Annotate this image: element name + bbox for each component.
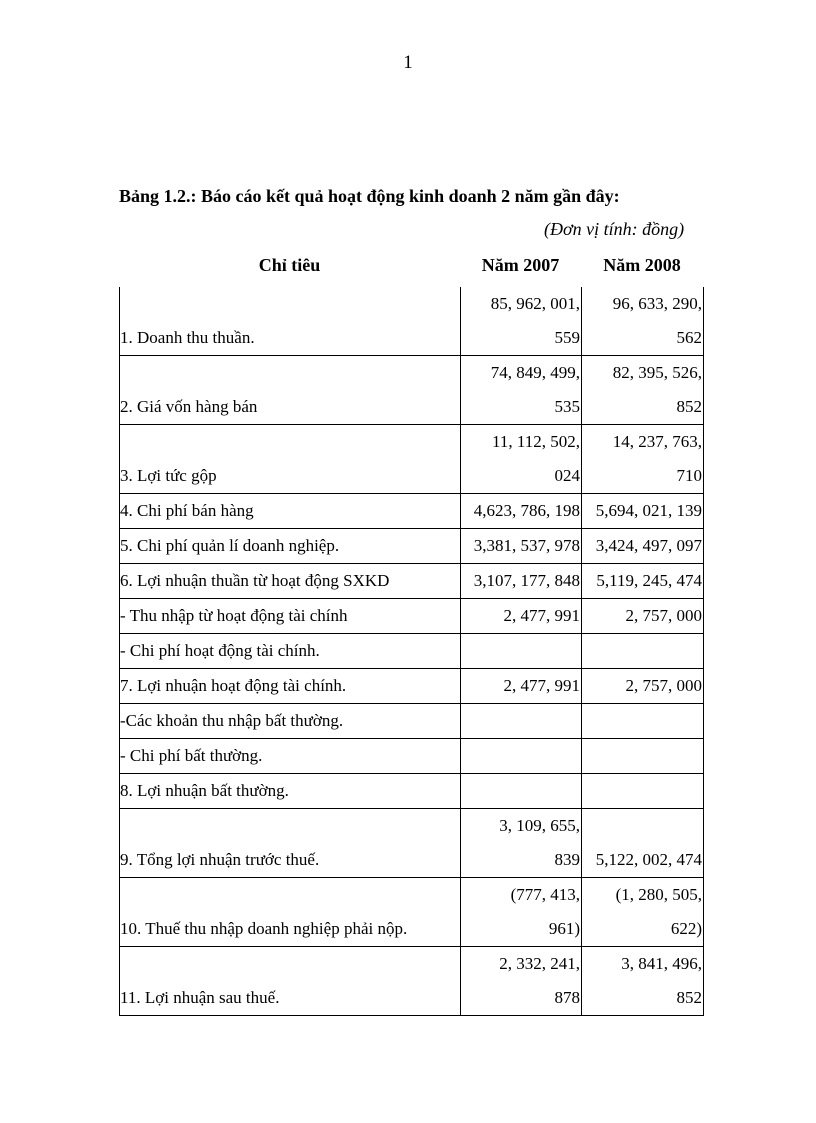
value-2008 <box>582 599 704 634</box>
value-line: 852 <box>676 988 702 1007</box>
value-2008 <box>582 774 704 809</box>
value-2007 <box>461 739 582 774</box>
value-line: 2, 757, 000 <box>625 676 702 695</box>
value-line: 559 <box>554 328 580 347</box>
value-line: 622) <box>670 919 702 938</box>
unit-note: (Đơn vị tính: đồng) <box>544 219 685 239</box>
row-label: 3. Lợi tức gộp <box>120 425 461 494</box>
row-label: 5. Chi phí quản lí doanh nghiệp. <box>120 529 461 564</box>
table-row <box>120 947 704 1016</box>
header-year-2007: Năm 2007 <box>481 255 560 275</box>
value-line: 710 <box>676 466 702 485</box>
value-2007 <box>461 669 582 704</box>
value-line: 74, 849, 499, <box>490 363 580 382</box>
value-line: 024 <box>554 466 580 485</box>
value-2008 <box>582 739 704 774</box>
table-row <box>120 739 704 774</box>
value-2007 <box>461 494 582 529</box>
table-row <box>120 356 704 425</box>
value-2007 <box>461 947 582 1016</box>
value-line: (777, 413, <box>510 885 580 904</box>
value-line: 3,381, 537, 978 <box>473 536 580 555</box>
header-year-2008: Năm 2008 <box>603 255 681 275</box>
value-2008 <box>582 878 704 947</box>
value-line: 2, 477, 991 <box>503 676 580 695</box>
row-label: 10. Thuế thu nhập doanh nghiệp phải nộp. <box>120 878 461 947</box>
value-line: 5,122, 002, 474 <box>595 850 702 869</box>
value-2007 <box>461 634 582 669</box>
value-line: 3,107, 177, 848 <box>473 571 580 590</box>
value-2007 <box>461 356 582 425</box>
value-2008 <box>582 356 704 425</box>
value-line: 2, 332, 241, <box>499 954 580 973</box>
value-line: 82, 395, 526, <box>612 363 702 382</box>
table-row <box>120 599 704 634</box>
value-line: 5,119, 245, 474 <box>596 571 702 590</box>
value-line: 2, 757, 000 <box>625 606 702 625</box>
value-2007 <box>461 878 582 947</box>
table-row <box>120 287 704 356</box>
value-line: 3, 841, 496, <box>621 954 702 973</box>
value-2008 <box>582 494 704 529</box>
value-line: 3, 109, 655, <box>499 816 580 835</box>
value-2007 <box>461 599 582 634</box>
value-line: 3,424, 497, 097 <box>595 536 702 555</box>
value-line: 2, 477, 991 <box>503 606 580 625</box>
row-label: 11. Lợi nhuận sau thuế. <box>120 947 461 1016</box>
value-line: 535 <box>554 397 580 416</box>
value-line: 878 <box>554 988 580 1007</box>
row-label: -Các khoản thu nhập bất thường. <box>120 704 461 739</box>
table-title: Bảng 1.2.: Báo cáo kết quả hoạt động kinh doanh 2 năm gần đây: <box>119 186 620 206</box>
row-label: 8. Lợi nhuận bất thường. <box>120 774 461 809</box>
header-indicator: Chỉ tiêu <box>258 255 321 275</box>
value-line <box>582 809 702 843</box>
value-2007 <box>461 774 582 809</box>
value-line: 562 <box>676 328 702 347</box>
value-line: 11, 112, 502, <box>492 432 580 451</box>
table-row <box>120 809 704 878</box>
value-2008 <box>582 287 704 356</box>
row-label: 1. Doanh thu thuần. <box>120 287 461 356</box>
value-2008 <box>582 669 704 704</box>
value-2008 <box>582 704 704 739</box>
table-row <box>120 704 704 739</box>
income-statement-table <box>119 287 704 1016</box>
table-row <box>120 529 704 564</box>
value-2007 <box>461 529 582 564</box>
value-line: 4,623, 786, 198 <box>473 501 580 520</box>
row-label: 4. Chi phí bán hàng <box>120 494 461 529</box>
value-line: (1, 280, 505, <box>615 885 702 904</box>
page-number: 1 <box>403 52 413 73</box>
value-line: 961) <box>548 919 580 938</box>
table-row <box>120 878 704 947</box>
value-2007 <box>461 809 582 878</box>
value-2007 <box>461 287 582 356</box>
value-2008 <box>582 564 704 599</box>
table-row <box>120 564 704 599</box>
table-row <box>120 774 704 809</box>
row-label: - Chi phí hoạt động tài chính. <box>120 634 461 669</box>
value-2007 <box>461 564 582 599</box>
value-2007 <box>461 704 582 739</box>
value-2008 <box>582 529 704 564</box>
row-label: 7. Lợi nhuận hoạt động tài chính. <box>120 669 461 704</box>
value-2008 <box>582 425 704 494</box>
table-row <box>120 634 704 669</box>
value-2008 <box>582 809 704 878</box>
value-2008 <box>582 634 704 669</box>
row-label: 6. Lợi nhuận thuần từ hoạt động SXKD <box>120 564 461 599</box>
row-label: - Thu nhập từ hoạt động tài chính <box>120 599 461 634</box>
value-line: 14, 237, 763, <box>612 432 702 451</box>
value-2007 <box>461 425 582 494</box>
row-label: 9. Tổng lợi nhuận trước thuế. <box>120 809 461 878</box>
table-row <box>120 425 704 494</box>
value-2008 <box>582 947 704 1016</box>
value-line: 852 <box>676 397 702 416</box>
table-row <box>120 669 704 704</box>
value-line: 839 <box>554 850 580 869</box>
value-line: 85, 962, 001, <box>490 294 580 313</box>
row-label: 2. Giá vốn hàng bán <box>120 356 461 425</box>
value-line: 96, 633, 290, <box>612 294 702 313</box>
row-label: - Chi phí bất thường. <box>120 739 461 774</box>
value-line: 5,694, 021, 139 <box>595 501 702 520</box>
table-row <box>120 494 704 529</box>
